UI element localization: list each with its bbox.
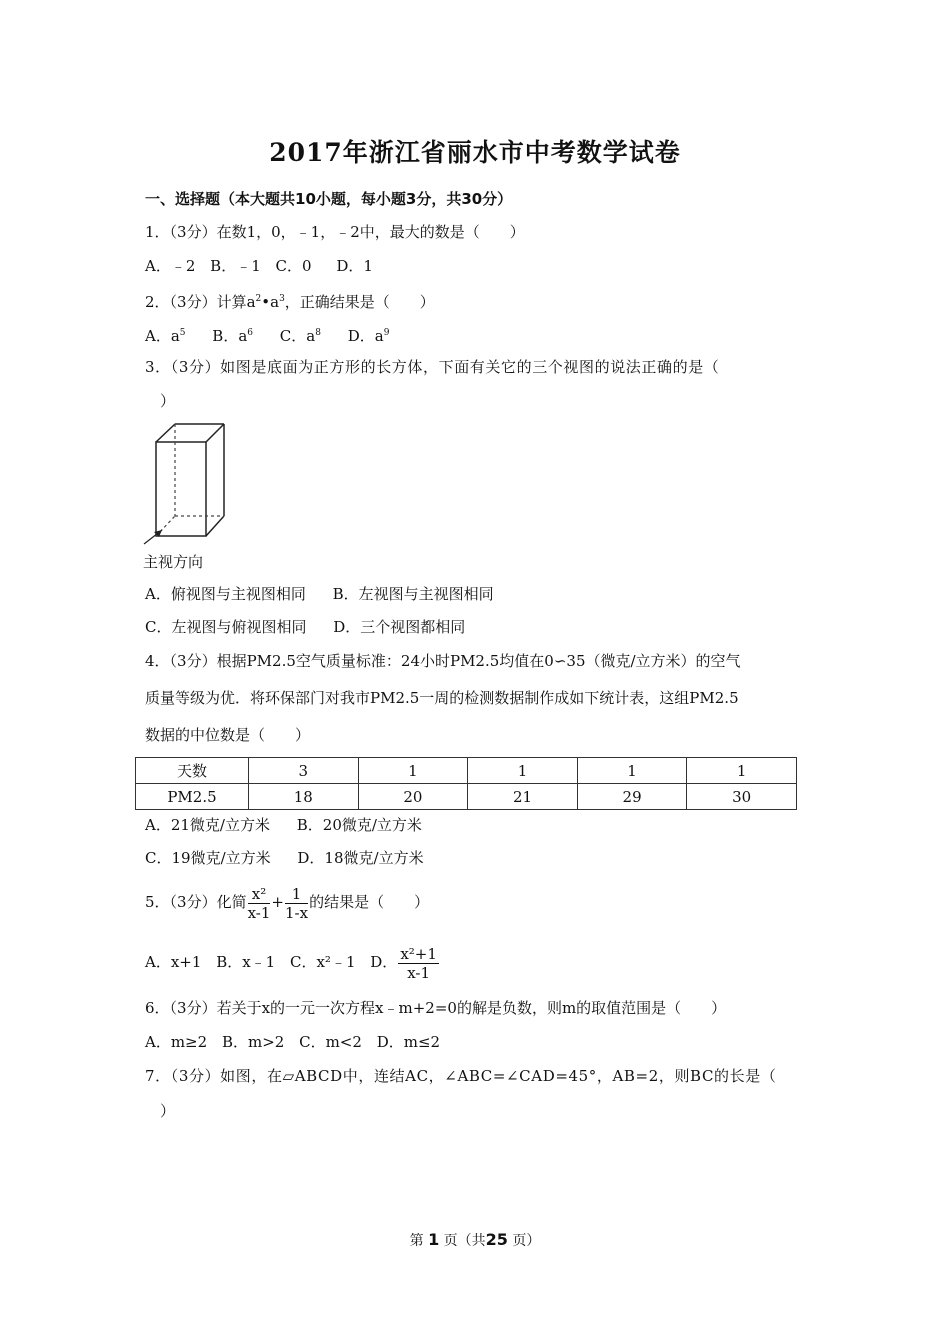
question-7-stem-line2: ） (160, 1102, 176, 1120)
table-cell: 30 (687, 784, 797, 810)
page-footer (0, 1230, 950, 1250)
page-title: 2017年浙江省丽水市中考数学试卷 (269, 138, 681, 167)
q3-option-d: D．三个视图都相同 (333, 618, 466, 636)
q3-option-c: C．左视图与俯视图相同 (145, 618, 307, 636)
footer-mid: 页（共 (443, 1233, 486, 1249)
q6-option-d: D．m≤2 (376, 1033, 441, 1051)
q1-option-d: D．1 (336, 257, 373, 275)
table-cell: 1 (358, 758, 468, 784)
table-cell: 3 (249, 758, 359, 784)
question-3-stem-line2: ） (160, 392, 176, 410)
q2-mid: •a (261, 293, 280, 311)
table-row-head: PM2.5 (136, 784, 249, 810)
table-cell: 20 (358, 784, 468, 810)
question-2-options (145, 323, 411, 346)
q5-option-a: A．x+1 (145, 953, 202, 971)
q1-option-b: B．﹣1 (210, 257, 261, 275)
q4-option-b: B．20微克/立方米 (296, 816, 422, 834)
q5-stem-post: 的结果是（ ） (309, 893, 430, 911)
figure-caption: 主视方向 (143, 553, 204, 571)
q2-option-a: A．$a^5$ (145, 327, 186, 345)
footer-page-number: 1 (428, 1230, 440, 1249)
question-2-stem (145, 289, 435, 312)
question-4-options-row2 (145, 848, 424, 868)
q1-option-a: A．﹣2 (145, 257, 196, 275)
question-3-options-row1 (145, 584, 494, 604)
question-6-stem: 6．（3分）若关于x的一元一次方程x﹣m+2=0的解是负数，则m的取值范围是（ ） (145, 999, 727, 1017)
table-row-head: 天数 (136, 758, 249, 784)
q4-option-c: C．19微克/立方米 (145, 849, 271, 867)
q2-option-b: B．$a^6$ (212, 327, 253, 345)
table-row (136, 784, 797, 810)
footer-pre: 第 (409, 1233, 424, 1249)
question-4-stem-line3: 数据的中位数是（ ） (145, 726, 311, 744)
q5-option-b: B．x﹣1 (216, 953, 276, 971)
cuboid-figure (140, 420, 235, 545)
q5-option-c: C．x²﹣1 (290, 953, 356, 971)
q6-option-c: C．m<2 (299, 1033, 362, 1051)
question-3-options-row2 (145, 617, 465, 637)
table-cell: 1 (468, 758, 578, 784)
q2-option-c: C．$a^8$ (279, 327, 321, 345)
q3-option-a: A．俯视图与主视图相同 (145, 585, 306, 603)
q5-option-d-fraction: $\frac{\text{x²+1}}{x-1}$ (400, 944, 437, 982)
question-1-options (145, 256, 373, 276)
table-cell: 1 (687, 758, 797, 784)
q2-stem-pre: 2．（3分）计算a (145, 293, 256, 311)
question-1-stem: 1．（3分）在数1，0，﹣1，﹣2中，最大的数是（ ） (145, 223, 525, 241)
q1-option-c: C．0 (275, 257, 312, 275)
section-heading: 一、选择题（本大题共10小题，每小题3分，共30分） (145, 190, 513, 208)
q4-option-d: D．18微克/立方米 (297, 849, 424, 867)
q2-option-d: D．$a^9$ (347, 327, 390, 345)
q2-stem-post: ，正确结果是（ ） (284, 293, 435, 311)
table-cell: 21 (468, 784, 578, 810)
q5-fraction-1: $\frac{\text{x²}}{x-1}$ (247, 884, 271, 922)
question-4-options-row1 (145, 815, 422, 835)
table-cell: 29 (577, 784, 687, 810)
q5-option-d-label: D． (370, 953, 398, 971)
pm25-table (135, 757, 797, 810)
q5-fraction-2: $\frac{1}{1-x}$ (284, 884, 309, 922)
table-cell: 18 (249, 784, 359, 810)
question-6-options (145, 1032, 440, 1052)
q5-plus: + (271, 893, 284, 911)
q2-exp1: 2 (255, 294, 262, 304)
question-7-stem-line1: 7．（3分）如图，在▱ABCD中，连结AC，∠ABC=∠CAD=45°，AB=2，则BC的长是（ (145, 1067, 777, 1085)
q3-option-b: B．左视图与主视图相同 (332, 585, 494, 603)
q6-option-a: A．m≥2 (145, 1033, 208, 1051)
q2-exp2: 3 (279, 294, 285, 304)
question-5-options (145, 942, 440, 982)
question-4-stem-line2: 质量等级为优．将环保部门对我市PM2.5一周的检测数据制作成如下统计表，这组PM2.5 (145, 689, 739, 707)
q4-option-a: A．21微克/立方米 (145, 816, 270, 834)
cuboid-front-face (156, 442, 206, 536)
question-5-stem (145, 882, 429, 922)
footer-total-pages: 25 (485, 1230, 508, 1249)
question-4-stem-line1: 4．（3分）根据PM2.5空气质量标准：24小时PM2.5均值在0∽35（微克/立方米）的空气 (145, 652, 741, 670)
footer-post: 页） (512, 1233, 541, 1249)
q5-stem-pre: 5．（3分）化简 (145, 893, 247, 911)
table-cell: 1 (577, 758, 687, 784)
question-3-stem-line1: 3．（3分）如图是底面为正方形的长方体，下面有关它的三个视图的说法正确的是（ (145, 358, 720, 376)
q6-option-b: B．m>2 (221, 1033, 285, 1051)
table-row (136, 758, 797, 784)
